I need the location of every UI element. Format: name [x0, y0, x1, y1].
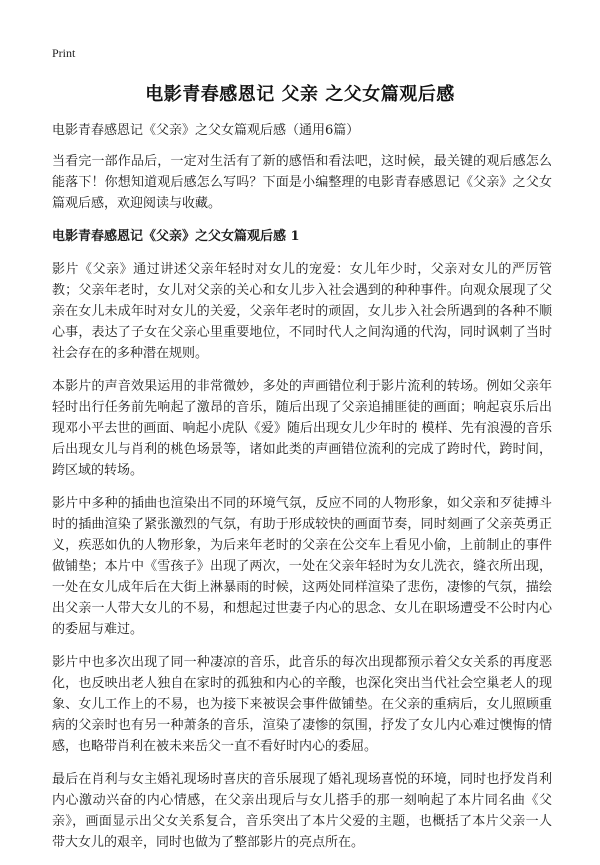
- body-paragraph-5: 最后在肖利与女主婚礼现场时喜庆的音乐展现了婚礼现场喜悦的环境，同时也抒发肖利内心激动兴奋的内心情感，在父亲出现后与女儿搭手的那一刻响起了本片同名曲《父亲》，画面显示出父女关系复合，音乐突出了本片父爱的主题，也概括了本片父亲一人带大女儿的艰辛，同时也做为了整部影片的亮点所在。: [52, 772, 552, 850]
- section-heading: 电影青春感恩记《父亲》之父女篇观后感 1: [52, 229, 300, 244]
- document-subtitle: 电影青春感恩记《父亲》之父女篇观后感（通用6篇）: [52, 123, 360, 138]
- body-paragraph-4: 影片中也多次出现了同一种凄凉的音乐，此音乐的每次出现都预示着父女关系的再度恶化，也反映出老人独自在家时的孤独和内心的辛酸，也深化突出当代社会空巢老人的现象、女儿工作上的不易，也为接下来被误会事件做铺垫。在父亲的重病后，女儿照顾重病的父亲时也有另一种萧条的音乐，渲染了凄惨的氛围，抒发了女儿内心难过懊悔的情感，也略带肖利在被未来岳父一直不看好时内心的委屈。: [52, 655, 552, 754]
- print-link[interactable]: Print: [52, 46, 76, 60]
- intro-paragraph: 当看完一部作品后，一定对生活有了新的感悟和看法吧，这时候，最关键的观后感怎么能落下！你想知道观后感怎么写吗？下面是小编整理的电影青春感恩记《父亲》之父女篇观后感，欢迎阅读与收藏。: [52, 154, 552, 211]
- document-title: 电影青春感恩记 父亲 之父女篇观后感: [145, 84, 455, 105]
- document-body: [52, 120, 552, 865]
- body-paragraph-3: 影片中多种的插曲也渲染出不同的环境气氛，反应不同的人物形象，如父亲和歹徒搏斗时的插曲渲染了紧张激烈的气氛，有助于形成较快的画面节奏，同时刻画了父亲英勇正义，疾恶如仇的人物形象，为后来年老时的父亲在公交车上看见小偷，上前制止的事件做铺垫；本片中《雪孩子》出现了两次，一处在父亲年轻时为女儿洗衣，缝衣所出现，一处在女儿成年后在大街上淋暴雨的时候，这两处同样渲染了悲伤，凄惨的气氛，描绘出父亲一人带大女儿的不易，和想起过世妻子内心的思念、女儿在职场遭受不公时内心的委屈与难过。: [52, 496, 552, 637]
- body-paragraph-1: 影片《父亲》通过讲述父亲年轻时对女儿的宠爱：女儿年少时，父亲对女儿的严厉管教；父亲年老时，女儿对父亲的关心和女儿步入社会遇到的种种事件。向观众展现了父亲在女儿未成年时对女儿的关爱，父亲年老时的顽固，女儿步入社会所遇到的各种不顺心事，表达了子女在父亲心里重要地位，不同时代人之间沟通的代沟，同时讽刺了当时社会存在的多种潜在规则。: [52, 262, 552, 361]
- body-paragraph-2: 本影片的声音效果运用的非常微妙，多处的声画错位利于影片流利的转场。例如父亲年轻时出行任务前先响起了激昂的音乐，随后出现了父亲追捕匪徒的画面；响起哀乐后出现邓小平去世的画面、响起小虎队《爱》随后出现女儿少年时的 模样、先有浪漫的音乐后出现女儿与肖利的桃色场景等，诸如此类的声画错位流利的完成了跨时代，跨时间，跨区域的转场。: [52, 379, 552, 478]
